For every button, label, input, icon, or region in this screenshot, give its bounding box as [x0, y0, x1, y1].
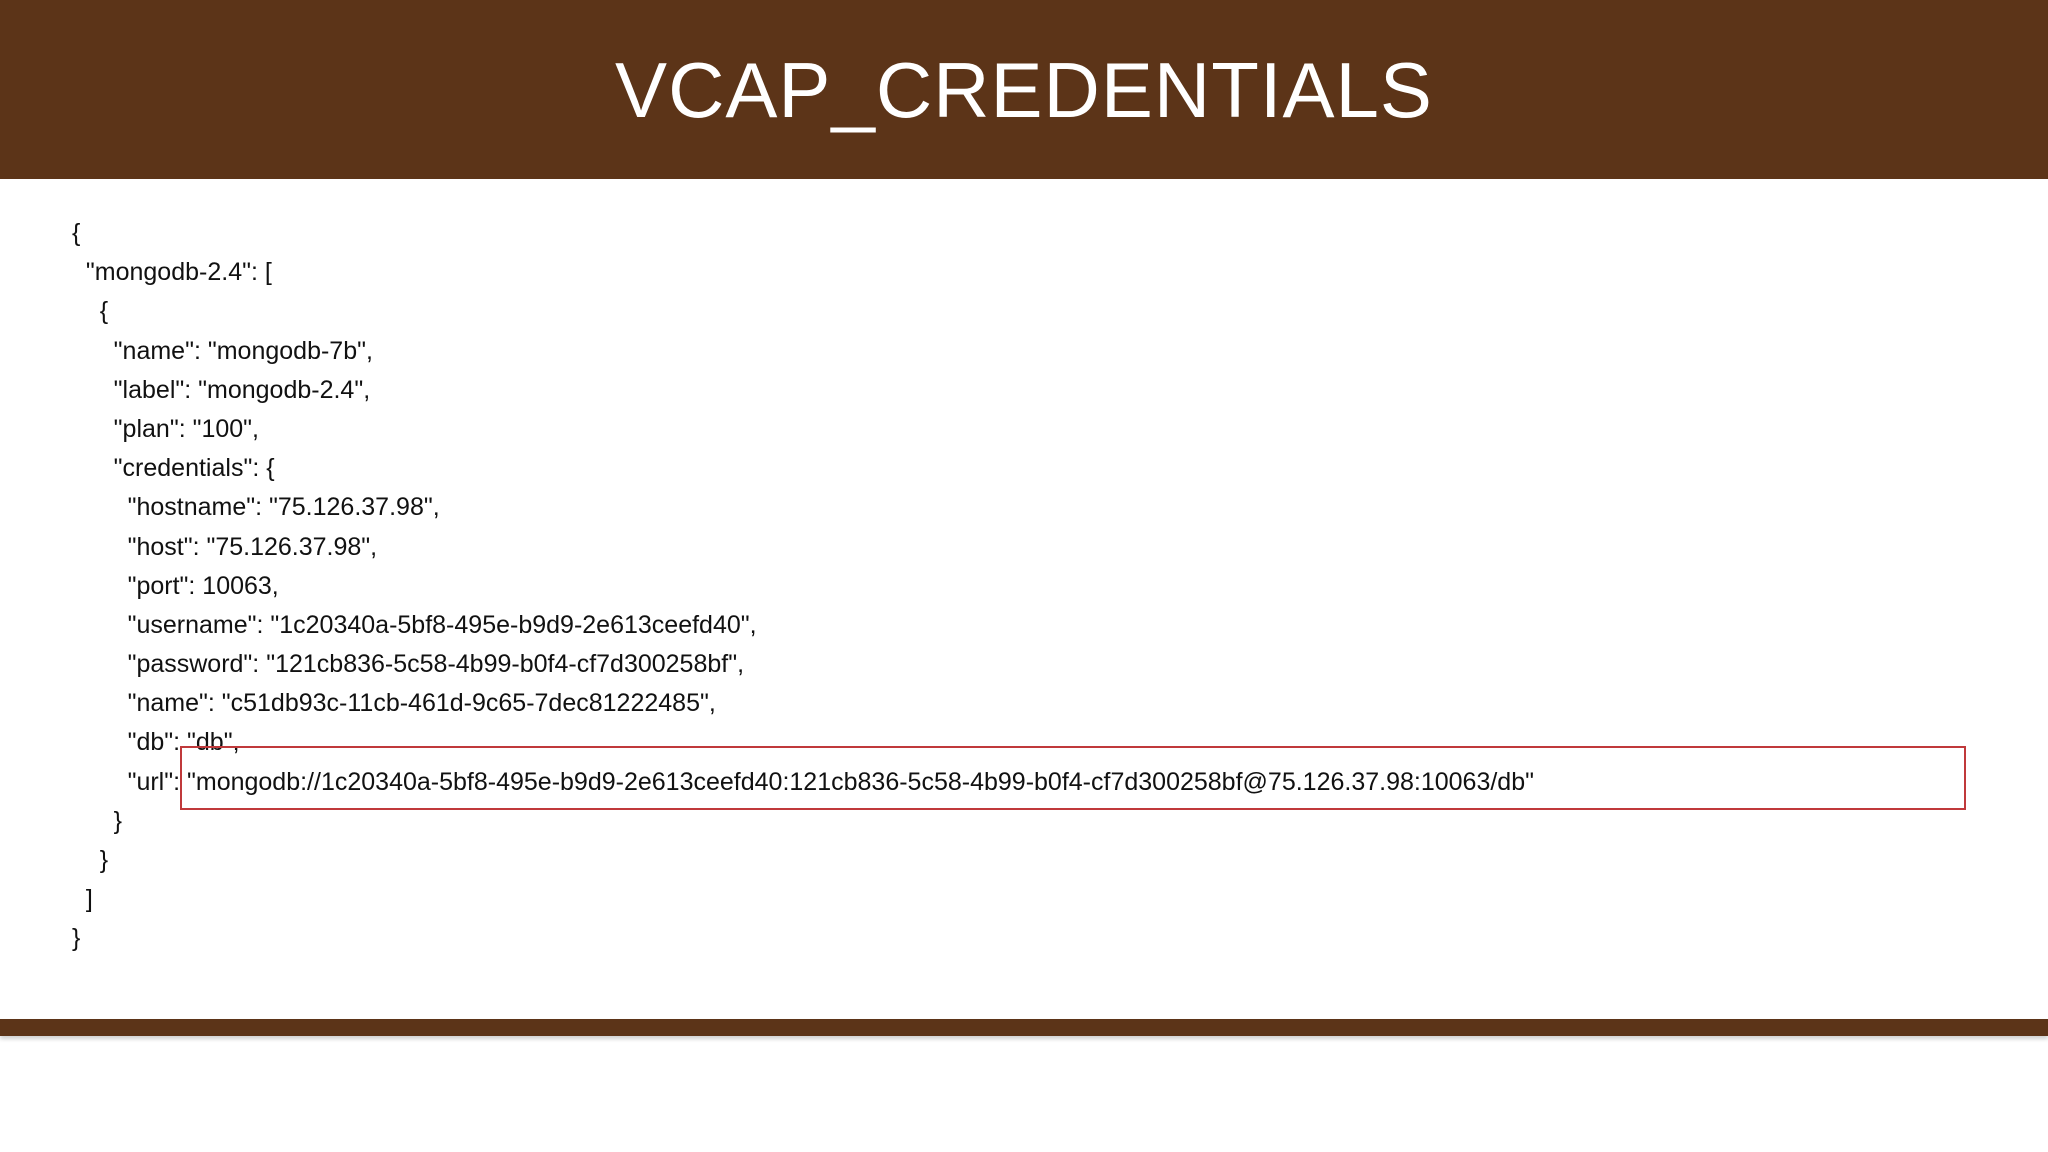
code-line: } [72, 924, 81, 953]
code-line: "name": "mongodb-7b", [72, 336, 373, 365]
json-code-block [72, 214, 1972, 959]
code-line: "port": 10063, [72, 571, 279, 600]
code-line: } [72, 846, 109, 874]
code-line: "username": "1c20340a-5bf8-495e-b9d9-2e613ceefd40", [72, 610, 757, 639]
code-line: "db": "db", [72, 728, 240, 757]
url-highlight-box [180, 746, 1966, 810]
code-line: "hostname": "75.126.37.98", [72, 493, 440, 522]
title-bar [0, 0, 2048, 179]
slide-title: VCAP_CREDENTIALS [615, 46, 1433, 134]
code-line: "credentials": { [72, 454, 275, 483]
code-line: "host": "75.126.37.98", [72, 532, 378, 561]
code-line: "label": "mongodb-2.4", [72, 375, 371, 404]
code-line: { [72, 297, 109, 326]
code-line-url: "url": "mongodb://1c20340a-5bf8-495e-b9d9-2e613ceefd40:121cb836-5c58-4b99-b0f4-cf7d300258bf@75.126.37.98:10063/db" [72, 767, 1534, 796]
bottom-divider-bar [0, 1019, 2048, 1036]
code-line: { [72, 219, 81, 247]
code-line: } [72, 806, 123, 835]
code-line: "password": "121cb836-5c58-4b99-b0f4-cf7d300258bf", [72, 650, 745, 679]
code-line: "mongodb-2.4": [ [72, 258, 272, 287]
code-line: "name": "c51db93c-11cb-461d-9c65-7dec81222485", [72, 689, 716, 718]
code-line: ] [72, 885, 93, 914]
code-line: "plan": "100", [72, 414, 259, 443]
